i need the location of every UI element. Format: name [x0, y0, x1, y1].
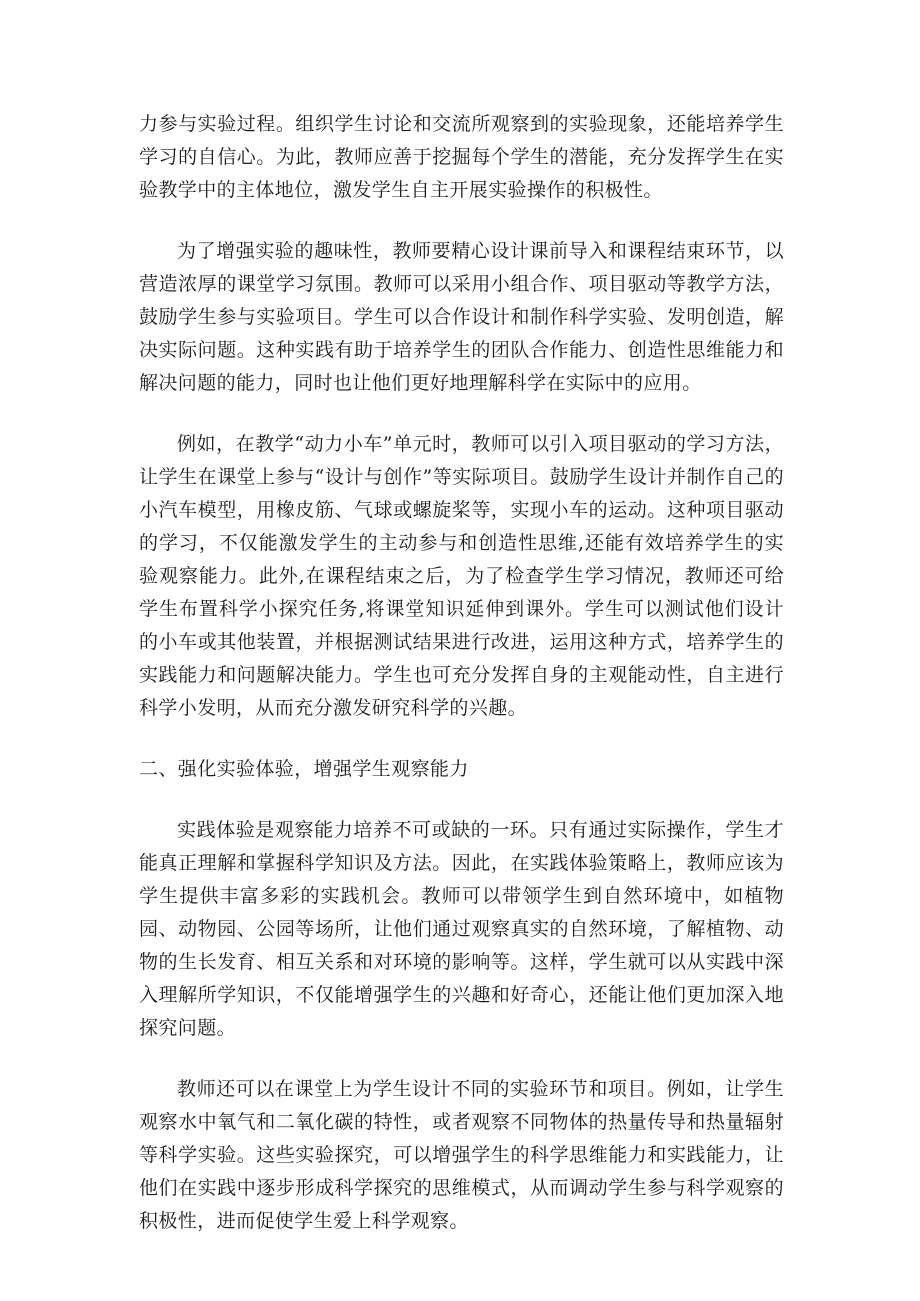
paragraph-continuation: 力参与实验过程。组织学生讨论和交流所观察到的实验现象，还能培养学生学习的自信心。为此，教师应善于挖掘每个学生的潜能，充分发挥学生在实验教学中的主体地位，激发学生自主开展实验操作的积极性。 [139, 113, 784, 201]
paragraph-interest: 为了增强实验的趣味性，教师要精心设计课前导入和课程结束环节，以营造浓厚的课堂学习氛围。教师可以采用小组合作、项目驱动等教学方法，鼓励学生参与实验项目。学生可以合作设计和制作科学实验、发明创造，解决实际问题。这种实践有助于培养学生的团队合作能力、创造性思维能力和解决问题的能力，同时也让他们更好地理解科学在实际中的应用。 [139, 240, 784, 394]
section-heading: 二、强化实验体验，增强学生观察能力 [139, 758, 469, 780]
paragraph-practice: 实践体验是观察能力培养不可或缺的一环。只有通过实际操作，学生才能真正理解和掌握科学知识及方法。因此，在实践体验策略上，教师应该为学生提供丰富多彩的实践机会。教师可以带领学生到自然环境中，如植物园、动物园、公园等场所，让他们通过观察真实的自然环境，了解植物、动物的生长发育、相互关系和对环境的影响等。这样，学生就可以从实践中深入理解所学知识，不仅能增强学生的兴趣和好奇心，还能让他们更加深入地探究问题。 [139, 819, 784, 1039]
document-body [139, 108, 784, 1266]
paragraph-example: 例如，在教学“动力小车”单元时，教师可以引入项目驱动的学习方法，让学生在课堂上参与“设计与创作”等实际项目。鼓励学生设计并制作自己的小汽车模型，用橡皮筋、气球或螺旋桨等，实现小车的运动。这种项目驱动的学习，不仅能激发学生的主动参与和创造性思维,还能有效培养学生的实验观察能力。此外,在课程结束之后，为了检查学生学习情况，教师还可给学生布置科学小探究任务,将课堂知识延伸到课外。学生可以测试他们设计的小车或其他装置，并根据测试结果进行改进，运用这种方式，培养学生的实践能力和问题解决能力。学生也可充分发挥自身的主观能动性，自主进行科学小发明，从而充分激发研究科学的兴趣。 [139, 433, 784, 719]
paragraph-classroom: 教师还可以在课堂上为学生设计不同的实验环节和项目。例如，让学生观察水中氧气和二氧化碳的特性，或者观察不同物体的热量传导和热量辐射等科学实验。这些实验探究，可以增强学生的科学思维能力和实践能力，让他们在实践中逐步形成科学探究的思维模式，从而调动学生参与科学观察的积极性，进而促使学生爱上科学观察。 [139, 1078, 784, 1232]
